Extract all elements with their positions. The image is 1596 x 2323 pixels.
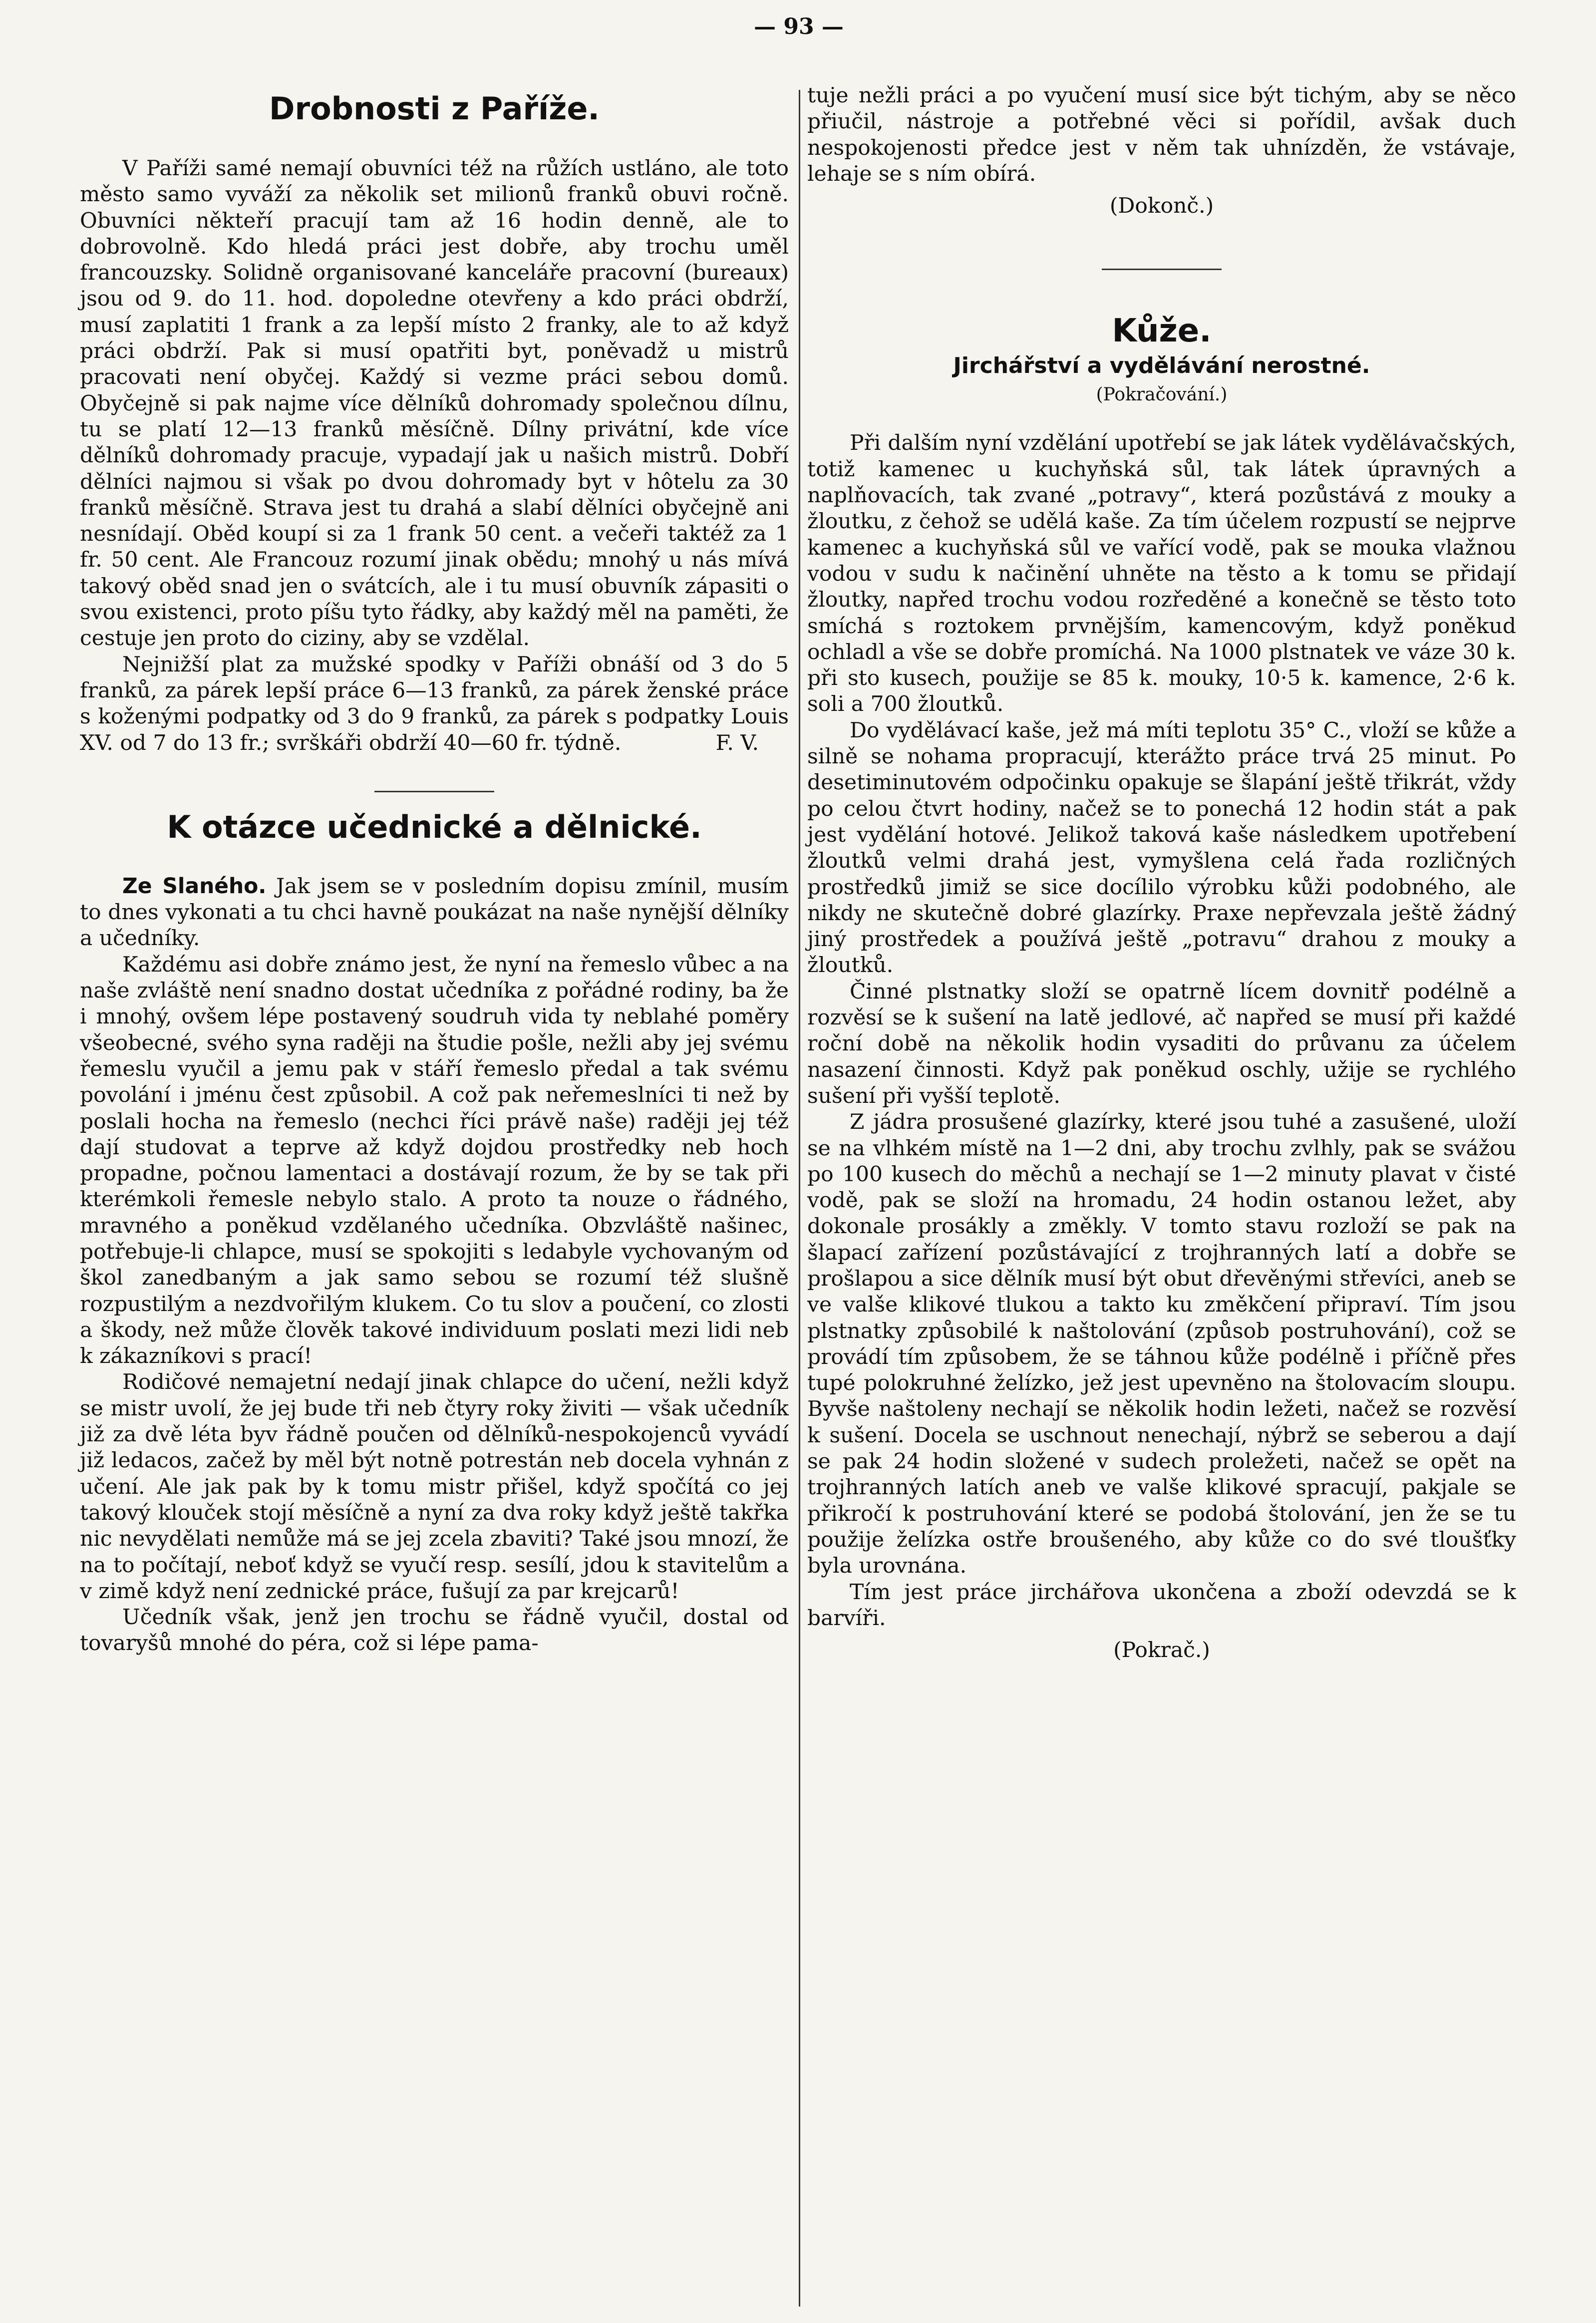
otazce-paragraph-2: Každému asi dobře známo jest, že nyní na řemeslo vůbec a na naše zvláště není snadno dostat učedníka z pořádné rodiny, ba že i mnohý, ovšem lépe postavený soudruh vida ty neblahé poměry všeobecné, svého syna raději na študie pošle, nežli aby jej svému řemeslu vyučil a jemu pak v stáří řemeslo předal a tak svému povolání i jménu čest způsobil. A což pak neřemeslníci ti než by poslali hocha na řemeslo (nechci říci právě naše) raději jej též dají studovat a teprve až když dojdou prostředky neb hoch propadne, počnou lamentaci a dostávají rozum, že by se tak při kterémkoli řemesle nebylo stalo. A proto ta nouze o řádného, mravného a poněkud vzdělaného učedníka. Obzvláště našinec, potřebuje-li chlapce, musí se spokojiti s ledabyle vychovaným od škol zanedbaným a jak samo sebou se rozumí též slušně rozpustilým a nezdvořilým klukem. Co tu slov a poučení, co zlosti a škody, než může člověk takové individuum poslati mezi lidi neb k zákazníkovi s prací!: [80, 952, 789, 1368]
article-title-drobnosti: Drobnosti z Paříže.: [269, 90, 600, 127]
left-column: [80, 82, 789, 1657]
kuze-continuation-note: (Pokračování.): [1096, 384, 1228, 405]
right-column: [807, 82, 1516, 1663]
drobnosti-paragraph-2-text: Nejnižší plat za mužské spodky v Paříži obnáší od 3 do 5 franků, za párek lepší práce 6—13 franků, za párek ženské práce s koženými podpatky od 3 do 9 franků, za párek s podpatky Louis XV. od 7 do 13 fr.; svrškáři obdrží 40—60 fr. týdně.: [80, 652, 789, 755]
kuze-paragraph-5: Tím jest práce jirchářova ukončena a zboží odevzdá se k barvíři.: [807, 1579, 1516, 1630]
otazce-lead: Ze Slaného.: [122, 873, 267, 898]
kuze-end-note: (Pokrač.): [1113, 1638, 1210, 1662]
article-subtitle-kuze: Jirchářství a vydělávání nerostné.: [953, 353, 1370, 379]
section-rule: [374, 791, 494, 792]
otazce-paragraph-3: Rodičové nemajetní nedají jinak chlapce do učení, nežli když se mistr uvolí, že jej bude tři neb čtyry roky živiti — však učedník již za dvě léta byv řádně poučen od dělníků-nespokojenců vyvádí již ledacos, začež by měl být notně potrestán neb docela vyhnán z učení. Ale jak pak by k tomu mistr přišel, když spočítá co jej takový klouček stojí měsíčně a nyní za dva roky když ještě takřka nic nevydělati nemůže má se jej zcela zbaviti? Také jsou mnozí, že na to počítají, neboť když se vyučí resp. sesílí, jdou k stavitelům a v zimě když není zednické práce, fušují za par krejcarů!: [80, 1369, 789, 1603]
continuation-paragraph: tuje nežli práci a po vyučení musí sice být tichým, aby se něco přiučil, nástroje a potřebné věci si pořídil, avšak duch nespokojenosti předce jest v něm tak uhnízděn, že vstávaje, lehaje se s ním obírá.: [807, 83, 1516, 186]
kuze-paragraph-1: Při dalším nyní vzdělání upotřebí se jak látek vydělávačských, totiž kamenec u kuchyňská sůl, tak látek úpravných a naplňovacích, tak zvané „potravy“, která pozůstává z mouky a žloutku, z čehož se udělá kaše. Za tím účelem rozpustí se nejprve kamenec a kuchyňská sůl ve vařící vodě, pak se mouka vlažnou vodou v sudu k načinění uhněte na těsto a k tomu se přidají žloutky, napřed trochu vodou rozředěné a konečně se těsto toto smíchá s roztokem prvnějším, kamencovým, když poněkud ochladl a vše se dobře promíchá. Na 1000 plstnatek ve váze 30 k. při sto kusech, použije se 85 k. mouky, 10·5 k. kamence, 2·6 k. soli a 700 žloutků.: [807, 430, 1516, 716]
kuze-paragraph-4: Z jádra prosušené glazírky, které jsou tuhé a zasušené, uloží se na vlhkém místě na 1—2 dni, aby trochu zvlhly, pak se svážou po 100 kusech do měchů a nechají se 1—2 minuty plavat v čisté vodě, pak se složí na hromadu, 24 hodin ostanou ležet, aby dokonale prosákly a změkly. V tomto stavu rozloží se pak na šlapací zařízení pozůstávající z trojhranných latí a dobře se prošlapou a sice dělník musí být obut dřevěnými střevíci, aneb se ve valše klikové tlukou a takto ku změkčení připraví. Tím jsou plstnatky způsobilé k naštolování (způsob postruhování), což se provádí tím způsobem, že se táhnou kůže podélně i příčně přes tupé polokruhné želízko, jež jest upevněno na štolovacím sloupu. Byvše naštoleny nechají se několik hodin ležeti, načež se rozvěsí k sušení. Docela se uschnout nenechají, nýbrž se seberou a dají se pak 24 hodin složené v sudech proležeti, načež se opět na trojhranných latích aneb ve valše klikové spracují, pakjale se přikročí k postruhování které se podobá štolování, jen že se tu použije želízka ostře broušeného, aby kůže co do své tloušťky byla urovnána.: [807, 1109, 1516, 1578]
page-number: — 93 —: [754, 14, 844, 39]
section-rule: [1102, 269, 1222, 270]
article-title-otazce: K otázce učednické a dělnické.: [167, 808, 702, 845]
drobnosti-paragraph-2: [80, 652, 789, 756]
drobnosti-signature: F. V.: [715, 730, 759, 755]
otazce-paragraph-4: Učedník však, jenž jen trochu se řádně vyučil, dostal od tovaryšů mnohé do péra, což si lépe pama-: [80, 1605, 789, 1656]
otazce-paragraph-1: [80, 873, 789, 952]
kuze-paragraph-3: Činné plstnatky složí se opatrně lícem dovnitř podélně a rozvěsí se k sušení na latě jedlové, ač napřed se musí při každé roční době na několik hodin vysaditi do průvanu za účelem nasazení činnosti. Když pak poněkud oschly, užije se rychlého sušení při vyšší teplotě.: [807, 979, 1516, 1108]
otazce-paragraph-1-text: Jak jsem se v posledním dopisu zmínil, musím to dnes vykonati a tu chci havně poukázat na naše nynější dělníky a učedníky.: [80, 873, 789, 951]
continuation-end-note: (Dokonč.): [1109, 193, 1214, 218]
article-title-kuze: Kůže.: [1112, 313, 1212, 350]
column-divider: [799, 90, 800, 2307]
drobnosti-paragraph-1: V Paříži samé nemají obuvníci též na růžích ustláno, ale toto město samo vyváží za několik set milionů franků obuvi ročně. Obuvníci někteří pracují tam až 16 hodin denně, ale to dobrovolně. Kdo hledá práci jest dobře, aby trochu uměl francouzsky. Solidně organisované kanceláře pracovní (bureaux) jsou od 9. do 11. hod. dopoledne otevřeny a kdo práci obdrží, musí zaplatiti 1 frank a za lepší místo 2 franky, ale to až když práci obdrží. Pak si musí opatřiti byt, poněvadž u mistrů pracovati není obyčej. Každý si vezme práci sebou domů. Obyčejně si pak najme více dělníků dohromady společnou dílnu, tu se platí 12—13 franků měsíčně. Dílny privátní, kde více dělníků dohromady pracuje, vypadají jak u našich mistrů. Dobří dělníci najmou si však po dvou dohromady byt v hôtelu za 30 franků měsíčně. Strava jest tu drahá a slabí dělníci obyčejně ani nesnídají. Oběd koupí si za 1 frank 50 cent. a večeři taktéž za 1 fr. 50 cent. Ale Francouz rozumí jinak obědu; mnohý u nás mívá takový oběd snad jen o svátcích, ale i tu musí obuvník zápasiti o svou existenci, proto píšu tyto řádky, aby každý měl na paměti, že cestuje jen proto do ciziny, aby se vzdělal.: [80, 156, 789, 651]
kuze-paragraph-2: Do vydělávací kaše, jež má míti teplotu 35° C., vloží se kůže a silně se nohama propracují, kterážto práce trvá 25 minut. Po desetiminutovém odpočinku opakuje se šlapání ještě třikrát, vždy po celou čtvrt hodiny, načež se to ponechá 12 hodin stát a pak jest vydělání hotové. Jelikož taková kaše následkem upotřebení žloutků velmi drahá jest, vymyšlena celá řada rozličných prostředků jimiž se sice docílilo výrobku kůži podobného, ale nikdy ne skutečně dobré glazírky. Praxe nepřevzala ještě žádný jiný prostředek a používá ještě „potravu“ drahou z mouky a žloutků.: [807, 717, 1516, 978]
